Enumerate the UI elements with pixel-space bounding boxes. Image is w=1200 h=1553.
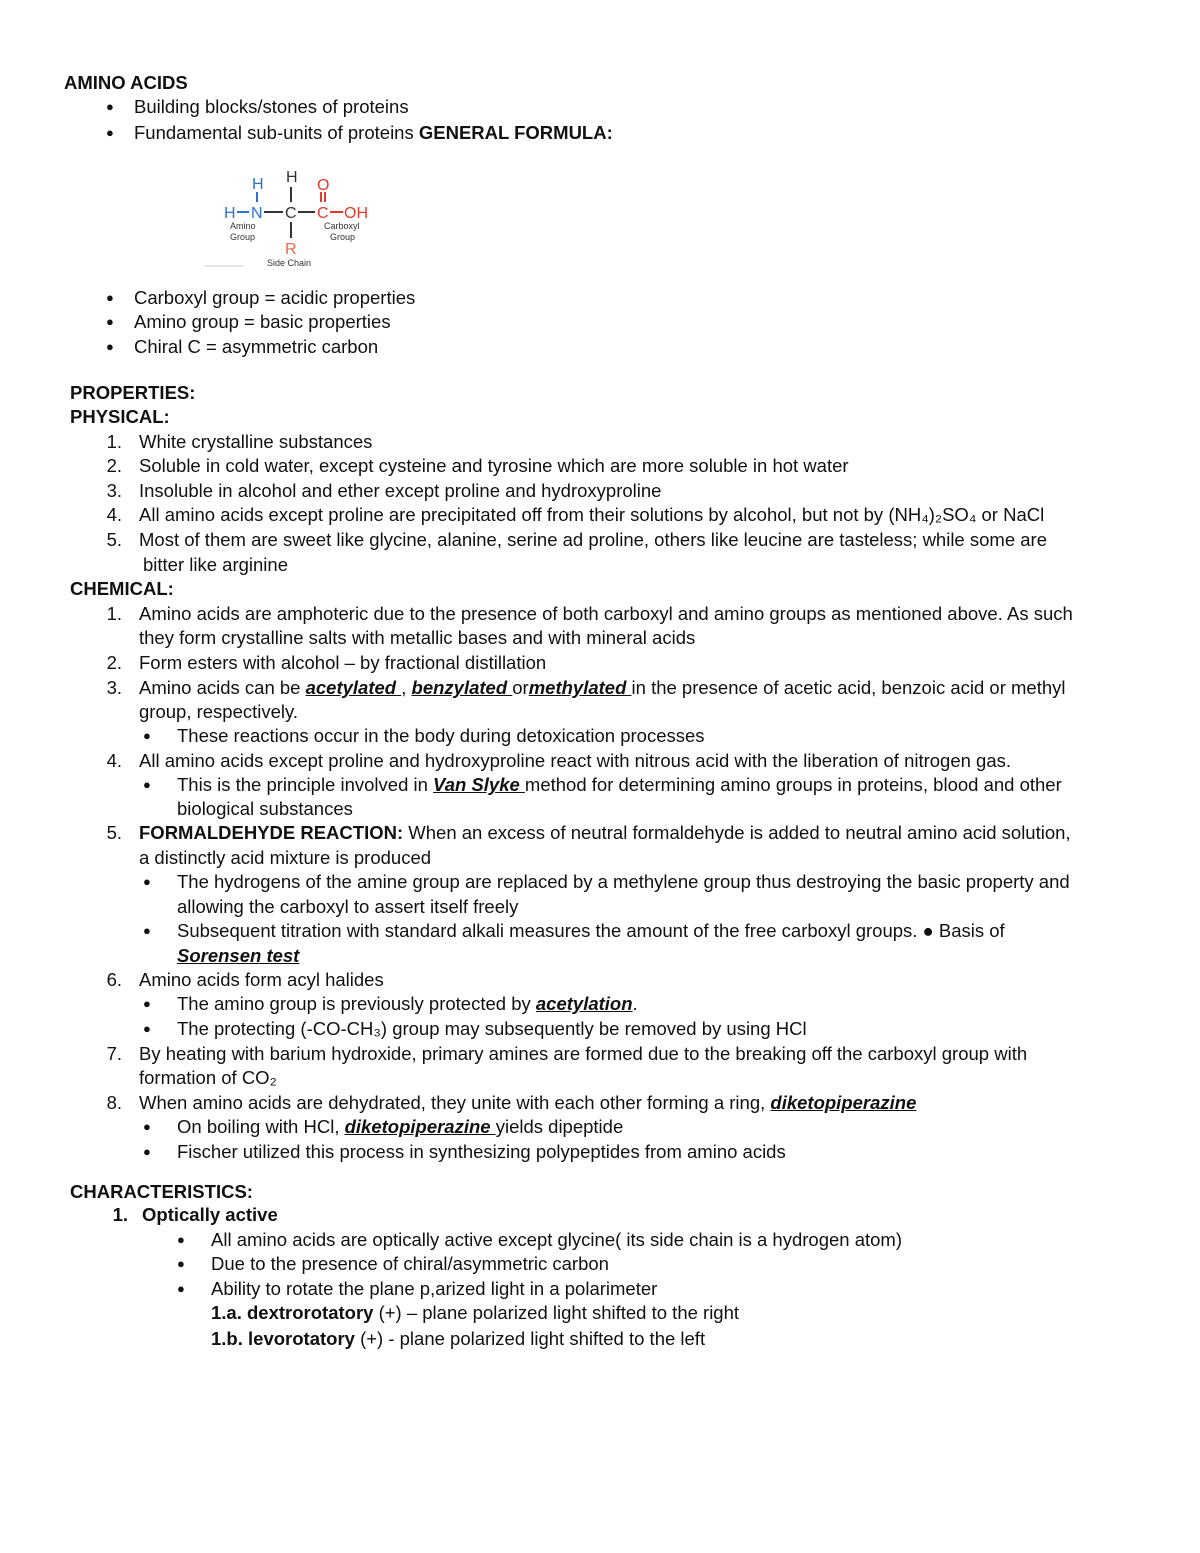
chemical-item: FORMALDEHYDE REACTION: When an excess of neutral formaldehyde is added to neutral amino acid solution, xyxy=(139,822,1071,843)
amino-acid-structure-diagram xyxy=(200,162,400,272)
group-prop-item: Amino group = basic properties xyxy=(134,311,391,332)
list-number: 2. xyxy=(106,455,122,476)
keyword: Van Slyke xyxy=(433,774,525,795)
structure-carboxyl-label2: Group xyxy=(330,232,356,242)
keyword: acetylated xyxy=(305,677,402,698)
general-formula-label: GENERAL FORMULA: xyxy=(418,122,613,143)
physical-item: All amino acids except proline are precipitated off from their solutions by alcohol, but not by (NH₄)₂SO₄ or NaCl xyxy=(139,504,1045,525)
bullet: ● xyxy=(106,99,114,114)
structure-c: C xyxy=(285,205,297,222)
bullet: ● xyxy=(106,314,114,329)
chemical-item-cont: group, respectively. xyxy=(139,701,299,722)
list-number: 4. xyxy=(106,750,122,771)
bullet: ● xyxy=(106,290,114,305)
bullet: ● xyxy=(177,1256,185,1271)
structure-amino-label: Amino xyxy=(230,221,256,231)
physical-heading: PHYSICAL: xyxy=(70,406,170,427)
characteristic-heading: Optically active xyxy=(142,1204,278,1225)
characteristic-item: Ability to rotate the plane p,arized light in a polarimeter xyxy=(211,1278,658,1299)
chemical-item-cont: they form crystalline salts with metallic bases and with mineral acids xyxy=(139,627,696,648)
keyword: diketopiperazine xyxy=(770,1092,917,1113)
keyword: diketopiperazine xyxy=(344,1116,496,1137)
characteristic-item: Due to the presence of chiral/asymmetric carbon xyxy=(211,1253,609,1274)
characteristics-heading: CHARACTERISTICS: xyxy=(70,1181,253,1202)
formaldehyde-label: FORMALDEHYDE REACTION: xyxy=(139,822,404,843)
keyword: acetylation xyxy=(535,993,633,1014)
bullet: ● xyxy=(177,1281,185,1296)
chemical-subitem: The amino group is previously protected by acetylation. xyxy=(177,993,638,1014)
list-number: 1. xyxy=(112,1204,128,1225)
structure-h-top: H xyxy=(286,169,298,186)
chemical-item: Form esters with alcohol – by fractional distillation xyxy=(139,652,547,673)
structure-amino-label2: Group xyxy=(230,232,256,242)
bullet: ● xyxy=(106,339,114,354)
list-number: 8. xyxy=(106,1092,122,1113)
structure-carboxyl-label: Carboxyl xyxy=(324,221,360,231)
structure-oh: OH xyxy=(344,205,368,222)
chemical-item-cont: a distinctly acid mixture is produced xyxy=(139,847,432,868)
properties-heading: PROPERTIES: xyxy=(70,382,196,403)
chemical-item: All amino acids except proline and hydroxyproline react with nitrous acid with the liberation of nitrogen gas. xyxy=(139,750,1012,771)
chemical-item: By heating with barium hydroxide, primary amines are formed due to the breaking off the carboxyl group with xyxy=(139,1043,1028,1064)
list-number: 5. xyxy=(106,529,122,550)
group-prop-item: Chiral C = asymmetric carbon xyxy=(134,336,379,357)
list-number: 2. xyxy=(106,652,122,673)
chemical-heading: CHEMICAL: xyxy=(70,578,174,599)
chemical-subitem: Subsequent titration with standard alkali measures the amount of the free carboxyl groups. ● Basis of xyxy=(177,920,1005,941)
keyword: Sorensen test xyxy=(177,945,300,966)
chemical-item: Amino acids can be acetylated , benzylated ormethylated in the presence of acetic acid, benzoic acid or methyl xyxy=(139,677,1066,698)
bullet: ● xyxy=(106,125,114,140)
list-number: 1. xyxy=(106,431,122,452)
list-number: 6. xyxy=(106,969,122,990)
chemical-subitem: This is the principle involved in Van Slyke method for determining amino groups in proteins, blood and other xyxy=(177,774,1062,795)
dextrorotatory-item: 1.a. dextrorotatory (+) – plane polarized light shifted to the right xyxy=(211,1302,740,1323)
chemical-subitem-cont xyxy=(177,944,299,968)
structure-c2: C xyxy=(317,205,329,222)
structure-side-chain-label: Side Chain xyxy=(267,258,312,268)
bullet: ● xyxy=(143,996,151,1011)
bullet: ● xyxy=(143,1021,151,1036)
list-number: 1. xyxy=(106,603,122,624)
keyword: methylated xyxy=(528,677,632,698)
chemical-item: Amino acids form acyl halides xyxy=(139,969,384,990)
chemical-item-cont: formation of CO₂ xyxy=(139,1067,277,1088)
characteristic-item: All amino acids are optically active except glycine( its side chain is a hydrogen atom) xyxy=(211,1229,902,1250)
list-number: 3. xyxy=(106,677,122,698)
levorotatory-item: 1.b. levorotatory (+) - plane polarized light shifted to the left xyxy=(211,1328,706,1349)
physical-item: Most of them are sweet like glycine, alanine, serine ad proline, others like leucine are tasteless; while some are xyxy=(139,529,1047,550)
chemical-subitem: The protecting (-CO-CH₃) group may subsequently be removed by using HCl xyxy=(177,1018,807,1039)
structure-h-left: H xyxy=(224,205,236,222)
bullet: ● xyxy=(143,1144,151,1159)
chemical-subitem-cont: biological substances xyxy=(177,798,353,819)
list-number: 5. xyxy=(106,822,122,843)
physical-item-cont: bitter like arginine xyxy=(143,554,288,575)
chemical-subitem: These reactions occur in the body during detoxication processes xyxy=(177,725,705,746)
bullet: ● xyxy=(143,728,151,743)
intro-item: Building blocks/stones of proteins xyxy=(134,96,409,117)
chemical-subitem: Fischer utilized this process in synthesizing polypeptides from amino acids xyxy=(177,1141,786,1162)
intro-item: Fundamental sub-units of proteins GENERAL FORMULA: xyxy=(134,122,613,143)
structure-r: R xyxy=(285,241,297,258)
structure-n: N xyxy=(251,205,263,222)
structure-o: O xyxy=(317,177,330,194)
chemical-item: Amino acids are amphoteric due to the presence of both carboxyl and amino groups as mentioned above. As such xyxy=(139,603,1073,624)
physical-item: Insoluble in alcohol and ether except proline and hydroxyproline xyxy=(139,480,662,501)
chemical-subitem-cont: allowing the carboxyl to assert itself freely xyxy=(177,896,519,917)
physical-item: White crystalline substances xyxy=(139,431,373,452)
page-title: AMINO ACIDS xyxy=(64,72,188,93)
bullet: ● xyxy=(143,777,151,792)
bullet: ● xyxy=(177,1232,185,1247)
bullet: ● xyxy=(143,923,151,938)
list-number: 3. xyxy=(106,480,122,501)
bullet: ● xyxy=(143,874,151,889)
structure-h-top-left: H xyxy=(252,176,264,193)
bullet: ● xyxy=(143,1119,151,1134)
group-prop-item: Carboxyl group = acidic properties xyxy=(134,287,416,308)
chemical-subitem: On boiling with HCl, diketopiperazine yields dipeptide xyxy=(177,1116,624,1137)
chemical-item: When amino acids are dehydrated, they unite with each other forming a ring, diketopiperazine xyxy=(139,1092,917,1113)
list-number: 7. xyxy=(106,1043,122,1064)
chemical-subitem: The hydrogens of the amine group are replaced by a methylene group thus destroying the basic property and xyxy=(177,871,1070,892)
keyword: benzylated xyxy=(411,677,513,698)
physical-item: Soluble in cold water, except cysteine and tyrosine which are more soluble in hot water xyxy=(139,455,849,476)
list-number: 4. xyxy=(106,504,122,525)
